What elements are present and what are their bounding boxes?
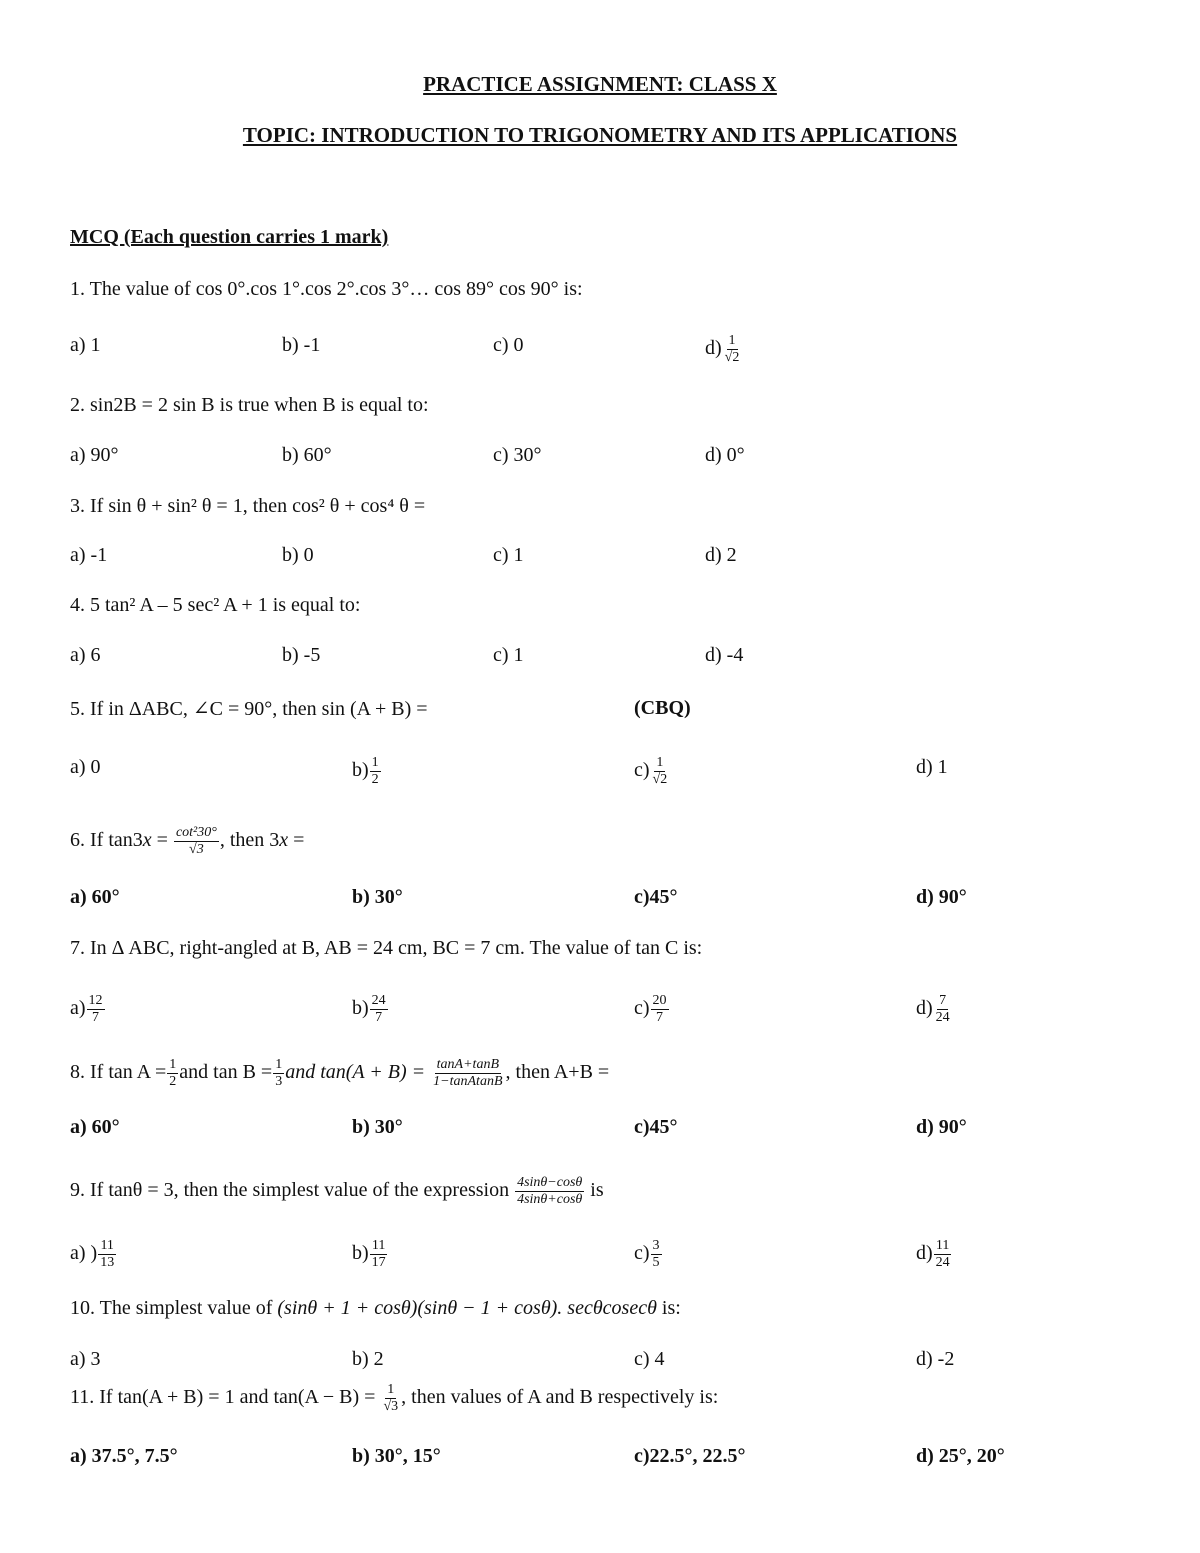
q4-option-b: b) -5 [282,644,321,666]
q6-option-a: a) 60° [70,886,120,908]
q6-option-d: d) 90° [916,886,967,908]
q10-option-a: a) 3 [70,1348,101,1370]
fraction: $\frac{1}{√2}$ [724,333,740,365]
q10-option-b: b) 2 [352,1348,384,1370]
question-3: 3. If sin θ + sin² θ = 1, then cos² θ + cos⁴ θ = [70,495,426,517]
q7-option-a: a) $\frac{12}{7}$ [70,993,103,1025]
q2-option-b: b) 60° [282,444,332,466]
q3-option-a: a) -1 [70,544,108,566]
q2-option-a: a) 90° [70,444,119,466]
q11-option-b: b) 30°, 15° [352,1445,441,1467]
q9-option-b: b) $\frac{11}{17}$ [352,1238,386,1270]
q3-option-c: c) 1 [493,544,524,566]
q2-option-d: d) 0° [705,444,745,466]
q3-option-b: b) 0 [282,544,314,566]
assignment-title: PRACTICE ASSIGNMENT: CLASS X [423,72,777,96]
q10-option-d: d) -2 [916,1348,955,1370]
q11-option-d: d) 25°, 20° [916,1445,1005,1467]
q11-option-c: c)22.5°, 22.5° [634,1445,746,1467]
section-heading: MCQ (Each question carries 1 mark) [70,226,389,248]
q8-option-b: b) 30° [352,1116,403,1138]
q5-option-c: c) $\frac{1}{√2}$ [634,755,668,787]
q8-option-c: c)45° [634,1116,678,1138]
q4-option-d: d) -4 [705,644,744,666]
q9-option-d: d) $\frac{11}{24}$ [916,1238,950,1270]
q4-option-a: a) 6 [70,644,101,666]
question-1: 1. The value of cos 0°.cos 1°.cos 2°.cos 3°… cos 89° cos 90° is: [70,278,583,300]
q7-option-d: d) $\frac{7}{24}$ [916,993,950,1025]
q2-option-c: c) 30° [493,444,542,466]
question-9: 9. If tanθ = 3, then the simplest value of the expression $\frac{4\sin\theta-\cos\theta}{4\sin\theta+\cos\theta}$ is [70,1175,604,1207]
q5-option-d: d) 1 [916,756,948,778]
question-11: 11. If tan(A + B) = 1 and tan(A − B) = $\frac{1}{√3}$ , then values of A and B respectively is: [70,1382,719,1414]
q10-option-c: c) 4 [634,1348,665,1370]
question-5: 5. If in ΔABC, ∠C = 90°, then sin (A + B) = [70,698,428,720]
topic-title: TOPIC: INTRODUCTION TO TRIGONOMETRY AND ITS APPLICATIONS [242,123,958,147]
q4-option-c: c) 1 [493,644,524,666]
q8-option-a: a) 60° [70,1116,120,1138]
q11-option-a: a) 37.5°, 7.5° [70,1445,178,1467]
question-10: 10. The simplest value of (sinθ + 1 + cosθ)(sinθ − 1 + cosθ). secθcosecθ is: [70,1297,681,1319]
question-8: 8. If tan A = $\frac{1}{2}$ and tan B = $\frac{1}{3}$ and tan(A + B) = $\frac{\tan A+\tan B}{\text{1−tanAtanB}}$ , then A+B = [70,1057,610,1089]
q1-option-a: a) 1 [70,334,101,356]
q1-option-d: d) $\frac{1}{√2}$ [705,333,740,365]
q6-option-b: b) 30° [352,886,403,908]
q5-option-a: a) 0 [70,756,101,778]
question-6: 6. If tan3x = $\frac{\text{cot²30°}}{√3}$ , then 3x = [70,825,305,857]
q3-option-d: d) 2 [705,544,737,566]
question-2: 2. sin2B = 2 sin B is true when B is equal to: [70,394,429,416]
cbq-tag: (CBQ) [634,697,691,719]
q8-option-d: d) 90° [916,1116,967,1138]
q6-option-c: c)45° [634,886,678,908]
q9-option-c: c) $\frac{3}{5}$ [634,1238,660,1270]
q9-option-a: a) ) $\frac{11}{13}$ [70,1238,115,1270]
q5-option-b: b) $\frac{1}{2}$ [352,755,379,787]
question-7: 7. In Δ ABC, right-angled at B, AB = 24 cm, BC = 7 cm. The value of tan C is: [70,937,703,959]
q1-option-b: b) -1 [282,334,321,356]
q7-option-b: b) $\frac{24}{7}$ [352,993,386,1025]
q1-option-c: c) 0 [493,334,524,356]
question-4: 4. 5 tan² A – 5 sec² A + 1 is equal to: [70,594,361,616]
q7-option-c: c) $\frac{20}{7}$ [634,993,667,1025]
